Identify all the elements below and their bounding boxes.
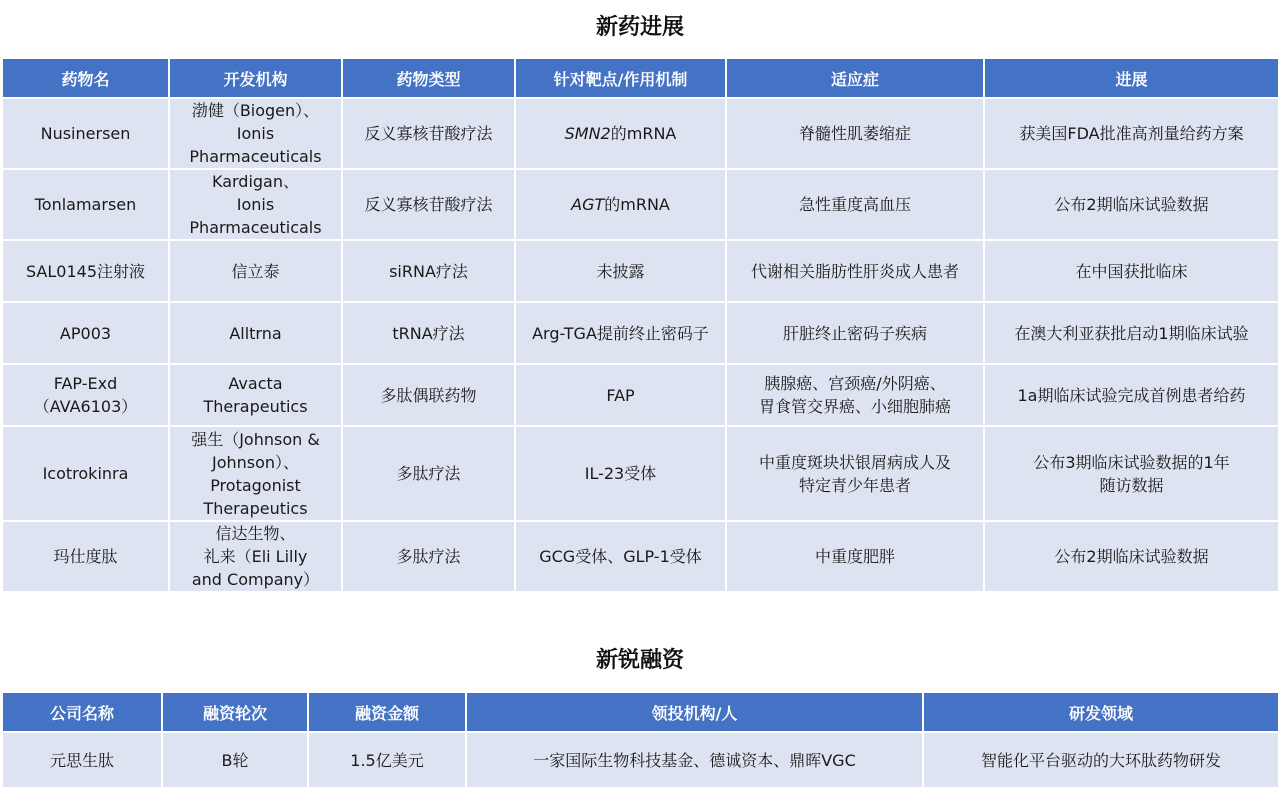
header-rd-field: 研发领域 [923,692,1279,732]
target-gene: AGT [571,195,605,214]
cell-target [515,169,726,240]
cell-target [515,98,726,169]
cell-progress: 在澳大利亚获批启动1期临床试验 [984,302,1279,364]
cell-developer: Alltrna [169,302,342,364]
cell-drug-type: 多肽疗法 [342,426,515,521]
table-row [2,169,1279,240]
cell-lead-investor: 一家国际生物科技基金、德诚资本、鼎晖VGC [466,732,923,788]
cell-drug-type: siRNA疗法 [342,240,515,302]
header-indication: 适应症 [726,58,984,98]
cell-progress: 公布2期临床试验数据 [984,169,1279,240]
cell-drug-name: AP003 [2,302,169,364]
table-row [2,521,1279,592]
cell-developer: Avacta Therapeutics [169,364,342,426]
drug-progress-table [1,57,1280,593]
table-row [2,364,1279,426]
target-gene: SMN2 [564,124,611,143]
cell-target [515,426,726,521]
header-progress: 进展 [984,58,1279,98]
cell-drug-name: SAL0145注射液 [2,240,169,302]
target-text: Arg-TGA提前终止密码子 [532,323,709,343]
cell-indication: 中重度斑块状银屑病成人及 特定青少年患者 [726,426,984,521]
cell-progress: 公布2期临床试验数据 [984,521,1279,592]
cell-drug-type: 反义寡核苷酸疗法 [342,169,515,240]
header-round: 融资轮次 [162,692,308,732]
cell-progress: 获美国FDA批准高剂量给药方案 [984,98,1279,169]
cell-progress: 1a期临床试验完成首例患者给药 [984,364,1279,426]
cell-indication: 代谢相关脂肪性肝炎成人患者 [726,240,984,302]
target-text: FAP [606,385,635,405]
table-row [2,98,1279,169]
table-row [2,240,1279,302]
cell-drug-type: 多肽偶联药物 [342,364,515,426]
cell-developer: 强生（Johnson & Johnson）、 Protagonist Therapeutics [169,426,342,521]
cell-target [515,240,726,302]
cell-round: B轮 [162,732,308,788]
cell-drug-name: Tonlamarsen [2,169,169,240]
header-company: 公司名称 [2,692,162,732]
cell-drug-name: 玛仕度肽 [2,521,169,592]
table-row [2,426,1279,521]
cell-rd-field: 智能化平台驱动的大环肽药物研发 [923,732,1279,788]
cell-drug-type: 多肽疗法 [342,521,515,592]
header-developer: 开发机构 [169,58,342,98]
drug-progress-title: 新药进展 [595,15,684,40]
target-text: 未披露 [596,261,645,281]
cell-drug-name: Nusinersen [2,98,169,169]
header-lead-investor: 领投机构/人 [466,692,923,732]
cell-developer: Kardigan、 Ionis Pharmaceuticals [169,169,342,240]
header-drug-name: 药物名 [2,58,169,98]
cell-progress: 公布3期临床试验数据的1年 随访数据 [984,426,1279,521]
cell-indication: 脊髓性肌萎缩症 [726,98,984,169]
table-header-row [2,692,1279,732]
cell-indication: 急性重度高血压 [726,169,984,240]
header-amount: 融资金额 [308,692,466,732]
cell-drug-name: Icotrokinra [2,426,169,521]
cell-developer: 信达生物、 礼来（Eli Lilly and Company） [169,521,342,592]
cell-target [515,302,726,364]
table-header-row [2,58,1279,98]
target-text: IL-23受体 [584,464,657,483]
cell-company: 元思生肽 [2,732,162,788]
cell-developer: 渤健（Biogen）、 Ionis Pharmaceuticals [169,98,342,169]
cell-indication: 肝脏终止密码子疾病 [726,302,984,364]
target-text: 的mRNA [604,195,670,214]
cell-target [515,521,726,592]
header-target: 针对靶点/作用机制 [515,58,726,98]
cell-indication: 胰腺癌、宫颈癌/外阴癌、 胃食管交界癌、小细胞肺癌 [726,364,984,426]
financing-table [1,691,1280,789]
cell-progress: 在中国获批临床 [984,240,1279,302]
cell-drug-type: tRNA疗法 [342,302,515,364]
table-row [2,732,1279,788]
cell-drug-type: 反义寡核苷酸疗法 [342,98,515,169]
financing-title: 新锐融资 [595,648,684,673]
table-row [2,302,1279,364]
target-text: 的mRNA [610,124,677,143]
cell-target [515,364,726,426]
header-drug-type: 药物类型 [342,58,515,98]
target-text: GCG受体、GLP-1受体 [539,547,702,566]
cell-indication: 中重度肥胖 [726,521,984,592]
cell-drug-name: FAP-Exd （AVA6103） [2,364,169,426]
cell-amount: 1.5亿美元 [308,732,466,788]
cell-developer: 信立泰 [169,240,342,302]
